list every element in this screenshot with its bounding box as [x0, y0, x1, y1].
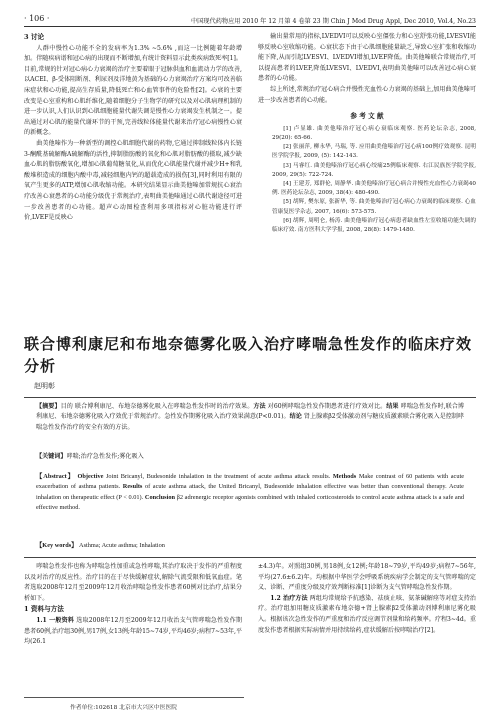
body-paragraph: 选取2008年12月至2009年12月收治支气管哮喘急性发作期患者60例,治疗组30例,男17例,女13例;年龄15~74岁,平均46岁;病程7~53年,平均(26.1	[24, 616, 242, 646]
prev-article-right-column	[258, 32, 476, 322]
abstract-bottom-rule	[24, 557, 476, 558]
abstract-label: 【摘要】	[36, 403, 61, 410]
reference-item: [1] 卢显雄. 曲美他嗪治疗冠心病心衰临床观察. 医药论坛杂志, 2008, 29(20): 65-66.	[272, 125, 476, 141]
article-title: 联合博利康尼和布地奈德雾化吸入治疗哮喘急性发作的临床疗效分析	[24, 335, 473, 375]
keywords-label: 【关键词】	[36, 453, 67, 460]
author-affiliation-footnote: 作者单位:102618 北京市大兴区中医医院	[70, 705, 178, 711]
discussion-paragraph: 人群中慢性心功能不全的发病率为1.3% ~5.6% ,而这一比例随着年龄增加。伴随疾病谱和冠心病的出现而不断增加,有统计资料显示此类疾病致死率[1]。目前,常规的针对冠心病心力衰竭的治疗主要着眼于冠脉供血和血流动力学的改善,以ACEI、β-受体阻断剂、利尿剂及洋地黄为基础的心力衰竭治疗方案均可改善临床症状和心功能,提高生存质量,降低死亡和心血管事件的危险性[2]。心衰的主要改变是心室重构和心肌纤维化,随着细胞分子生物学的研究以及对心肌病理机制的进一步认识,人们认识到心肌细胞能量代谢失调是慢性心力衰竭发生机制之一。提出通过对心肌的能量代谢环节的干预,完善线粒体能量代谢来治疗冠心病慢性心衰的新概念。	[24, 44, 242, 137]
article-left-column	[24, 562, 242, 692]
prev-article-left-column	[24, 32, 242, 322]
article-right-column	[258, 562, 476, 692]
body-paragraph: 两组均常规给予抗感染、祛痰止咳、氨茶碱解痉等对症支持治疗。治疗组加用糖皮质激素布地奈德+肾上腺素β2受体激动剂博利康尼雾化吸入。根据该次急性发作的严重度和治疗反应调节剂量和给药频率。疗程3~4d。重度发作患者根据实际病情并用持续给药,症状缓解后按哮喘治疗[2]。	[258, 594, 476, 634]
subsection-heading: 1.1 一般资料	[36, 616, 75, 624]
journal-citation: 中国现代药物应用 2010 年 12 月第 4 卷第 23 期 Chin J Mod Drug Appl, Dec 2010, Vol.4, No.23	[190, 18, 476, 25]
abstract-top-rule	[24, 397, 476, 398]
intro-paragraph: 哮喘急性发作也称为哮喘急性加重或急性哮喘,其治疗取决于发作的严重程度以及对治疗的反应性。治疗目的在于尽快缓解症状,解除气流受限和低氧血症。笔者选取2008年12月至2009年12月收治哮喘急性发作患者60例对比治疗,结果分析如下。	[24, 563, 242, 602]
abstract-en: 【Abstract】 Objective Joint Bricanyl, Budesonide inhalation in the treatment of acute asthma attack results. Methods Make contrast of 60 patients with acute exacerbation of asthma patients. Results of acute asthma attack, the United Bricanyl, Budesonide inhalation effective was better than conventional therapy. Acute inhalation on therapeutic effect (P < 0.01). Conclusion β2 adrenergic receptor agonists combined with inhaled corticosteroids to control acute asthma attack is a safe and effective method.	[36, 473, 465, 512]
article-author: 赵明彰	[34, 382, 55, 390]
discussion-paragraph: 综上所述,常规治疗冠心病合并慢性充血性心力衰竭的基础上,加用曲美他嗪可进一步改善患者的心功能。	[258, 85, 476, 104]
reference-item: [6] 胡辉, 周明仑, 杨涛. 曲美他嗪治疗冠心病患者缺血性左室收缩功能失调的临床疗效. 南方医科大学学报, 2008, 28(8): 1479-1480.	[272, 217, 476, 233]
running-header	[24, 12, 476, 26]
footnote-rule	[24, 697, 244, 698]
section-heading-materials: 1 资料与方法	[24, 605, 64, 614]
body-paragraph: ±4.3)年。对照组30例,男18例,女12例;年龄18~79岁,平均49岁;病程7~56年,平均(27.6±6.2)年。均根据中华医学会呼吸系统疾病学会制定的支气管哮喘的定义、诊断、严重度分级及疗效判断标准[1]诊断为支气管哮喘急性发作期。	[258, 563, 476, 592]
section-heading-discussion: 3 讨论	[24, 33, 45, 41]
page-number: · 106 ·	[24, 14, 50, 23]
abstract-cn: 【摘要】目的 联合博利康尼、布地奈德雾化吸入在哮喘急性发作时的治疗效果。方法 对60例哮喘急性发作期患者进行疗效对比。结果 哮喘急性发作时,联合博利康尼、布地奈德雾化吸入疗效优于常规治疗。急性发作期雾化吸入治疗效果满意(P<0.01)。结论 肾上腺素β2受体激动剂与糖皮质激素联合雾化吸入是控制哮喘急性发作治疗的安全有效的方法。	[36, 403, 465, 431]
reference-item: [3] 马睿红. 曲美他嗪治疗冠心病心绞痛25例临床观察. 右江民族医学院学报, 2009, 29(5): 722-724.	[272, 162, 476, 178]
keywords-cn: 【关键词】哮喘;治疗急性发作;雾化吸入	[36, 453, 144, 460]
discussion-paragraph: 输出量常用的指标,LVEDVI可以反映心室僵张力和心室舒张功能,LVESVI能够反映心室收缩功能。心衰状态下由于心肌细胞能量缺乏,导致心室扩张和收缩功能下降,从而引起LVESVI、LVEDVI增加,LVEF降低。曲美他嗪联合常规治疗,可以提高患者的LVEF,降低LVESVI、LVEDVI,表明曲美他嗪可以改善冠心病心衰患者的心功能。	[258, 33, 476, 83]
reference-item: [5] 胡辉, 樊东原, 张新华, 等. 曲美他嗪治疗冠心病心力衰竭的临床观察. 心血管康复医学杂志, 2007, 16(6): 573-575.	[272, 199, 476, 215]
keywords-en: 【Key words】 Asthma; Acute asthma; Inhalation	[36, 542, 165, 549]
reference-item: [2] 张丽萍, 柳永华, 马瑞, 等. 应用曲美他嗪治疗冠心病100例疗效观察. 昆明医学院学报, 2009, (5): 142-143.	[272, 144, 476, 160]
header-rule	[24, 26, 476, 27]
reference-item: [4] 王建芳, 郑群伦, 周静华. 曲美他嗪治疗冠心病合并慢性充血性心力衰竭40例. 医药论坛杂志, 2009, 38(4): 480-490.	[272, 180, 476, 197]
subsection-heading: 1.2 治疗方法	[270, 594, 308, 602]
references-heading: 参 考 文 献	[350, 112, 384, 121]
discussion-paragraph: 曲美他嗪作为一种新型的调控心肌细胞代谢的药物,它通过抑制线粒体内长链3-酮酰基硫解酶A硫解酶的活性,抑制脂肪酸的氧化和心肌对脂肪酸的摄取,减少缺血心肌的脂肪酸氧化,增加心肌葡萄糖氧化,从而优化心肌能量代谢并减少H+和乳酸堆积造成的细胞内酸中毒,减轻细胞内钙的超载造成的损伤[3],同时利用有限的氧产生更多的ATP,增加心肌收缩功能。本研究结果显示曲美他嗪加常规抗心衰治疗改善心衰患者的心功能分级优于常规治疗,表明曲美他嗪通过心肌代谢途径可进一步改善患者的心功能。超声心动图检查利用多项指标对心脏功能进行评价,LVEF是反映心	[24, 139, 242, 222]
